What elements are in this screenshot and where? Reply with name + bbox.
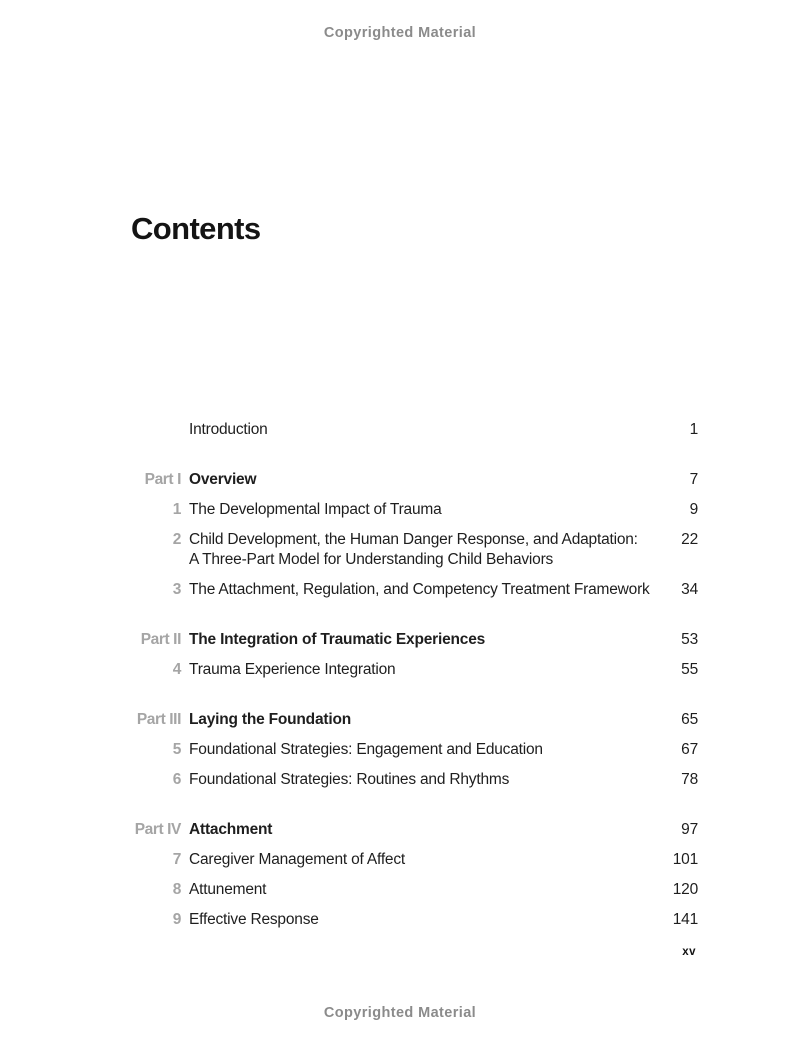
copyright-notice-top: Copyrighted Material <box>323 25 477 41</box>
toc-row <box>132 850 698 870</box>
toc-row <box>132 420 698 440</box>
table-of-contents <box>132 420 698 930</box>
toc-entry-label: 3 <box>172 581 181 598</box>
toc-entry-page: 78 <box>681 771 698 788</box>
toc-entry-page: 1 <box>689 421 698 438</box>
toc-entry-page: 34 <box>681 581 698 598</box>
toc-entry-page: 65 <box>681 711 698 728</box>
toc-entry-title-line1: The Developmental Impact of Trauma <box>189 501 442 518</box>
folio-page-number: xv <box>682 946 696 958</box>
toc-entry-label: 5 <box>172 741 181 758</box>
toc-entry-title-line1: The Attachment, Regulation, and Competency Treatment Framework <box>189 581 650 598</box>
toc-entry-title-line1: Overview <box>189 471 257 488</box>
toc-row <box>132 580 698 600</box>
toc-entry-title-line1: Child Development, the Human Danger Response, and Adaptation: <box>189 531 638 548</box>
toc-row <box>132 660 698 680</box>
toc-entry-label: 9 <box>172 911 181 928</box>
toc-row <box>132 470 698 490</box>
toc-entry-title-line1: Introduction <box>189 421 268 438</box>
toc-entry-title <box>189 500 653 520</box>
toc-entry-label: 4 <box>172 661 181 678</box>
toc-entry-title-line1: Foundational Strategies: Routines and Rhythms <box>189 771 510 788</box>
toc-entry-page: 97 <box>681 821 698 838</box>
toc-entry-label: 2 <box>172 531 181 548</box>
toc-entry-title <box>189 820 653 840</box>
toc-entry-page: 7 <box>689 471 698 488</box>
toc-entry-page: 67 <box>681 741 698 758</box>
toc-entry-title <box>189 470 653 490</box>
toc-entry-label: Part IV <box>134 821 181 838</box>
toc-entry-page: 53 <box>681 631 698 648</box>
toc-entry-title-line1: Attachment <box>189 821 273 838</box>
toc-entry-page: 101 <box>672 851 698 868</box>
toc-entry-label: Part II <box>140 631 181 648</box>
toc-row <box>132 530 698 570</box>
toc-row <box>132 880 698 900</box>
toc-row <box>132 630 698 650</box>
toc-entry-label: Part I <box>144 471 181 488</box>
toc-entry-title-line1: Trauma Experience Integration <box>189 661 396 678</box>
toc-entry-title <box>189 580 653 600</box>
toc-entry-label: 8 <box>172 881 181 898</box>
toc-entry-page: 141 <box>672 911 698 928</box>
toc-row <box>132 710 698 730</box>
toc-entry-title <box>189 660 653 680</box>
toc-entry-title-line1: Foundational Strategies: Engagement and Education <box>189 741 543 758</box>
toc-row <box>132 500 698 520</box>
toc-entry-page: 9 <box>689 501 698 518</box>
toc-entry-label: 6 <box>172 771 181 788</box>
toc-entry-label: 1 <box>172 501 181 518</box>
toc-entry-page: 22 <box>681 531 698 548</box>
toc-entry-page: 55 <box>681 661 698 678</box>
toc-row <box>132 740 698 760</box>
toc-row <box>132 770 698 790</box>
toc-entry-title <box>189 770 653 790</box>
toc-entry-title <box>189 880 653 900</box>
toc-entry-title <box>189 850 653 870</box>
toc-entry-label: Part III <box>136 711 181 728</box>
toc-entry-title-line1: Attunement <box>189 881 267 898</box>
toc-row <box>132 820 698 840</box>
toc-entry-title <box>189 530 653 570</box>
toc-entry-title <box>189 710 653 730</box>
toc-entry-title-line1: Effective Response <box>189 911 319 928</box>
toc-entry-title <box>189 910 653 930</box>
toc-entry-label: 7 <box>172 851 181 868</box>
toc-entry-title-line1: The Integration of Traumatic Experiences <box>189 631 486 648</box>
toc-entry-title-line1: Laying the Foundation <box>189 711 351 728</box>
page-title: Contents <box>131 211 261 246</box>
toc-entry-title <box>189 740 653 760</box>
toc-entry-page: 120 <box>672 881 698 898</box>
toc-entry-title-line2: A Three-Part Model for Understanding Child Behaviors <box>189 551 554 568</box>
toc-entry-title <box>189 630 653 650</box>
toc-entry-title <box>189 420 653 440</box>
toc-entry-title-line1: Caregiver Management of Affect <box>189 851 406 868</box>
toc-row <box>132 910 698 930</box>
copyright-notice-bottom: Copyrighted Material <box>323 1005 477 1021</box>
